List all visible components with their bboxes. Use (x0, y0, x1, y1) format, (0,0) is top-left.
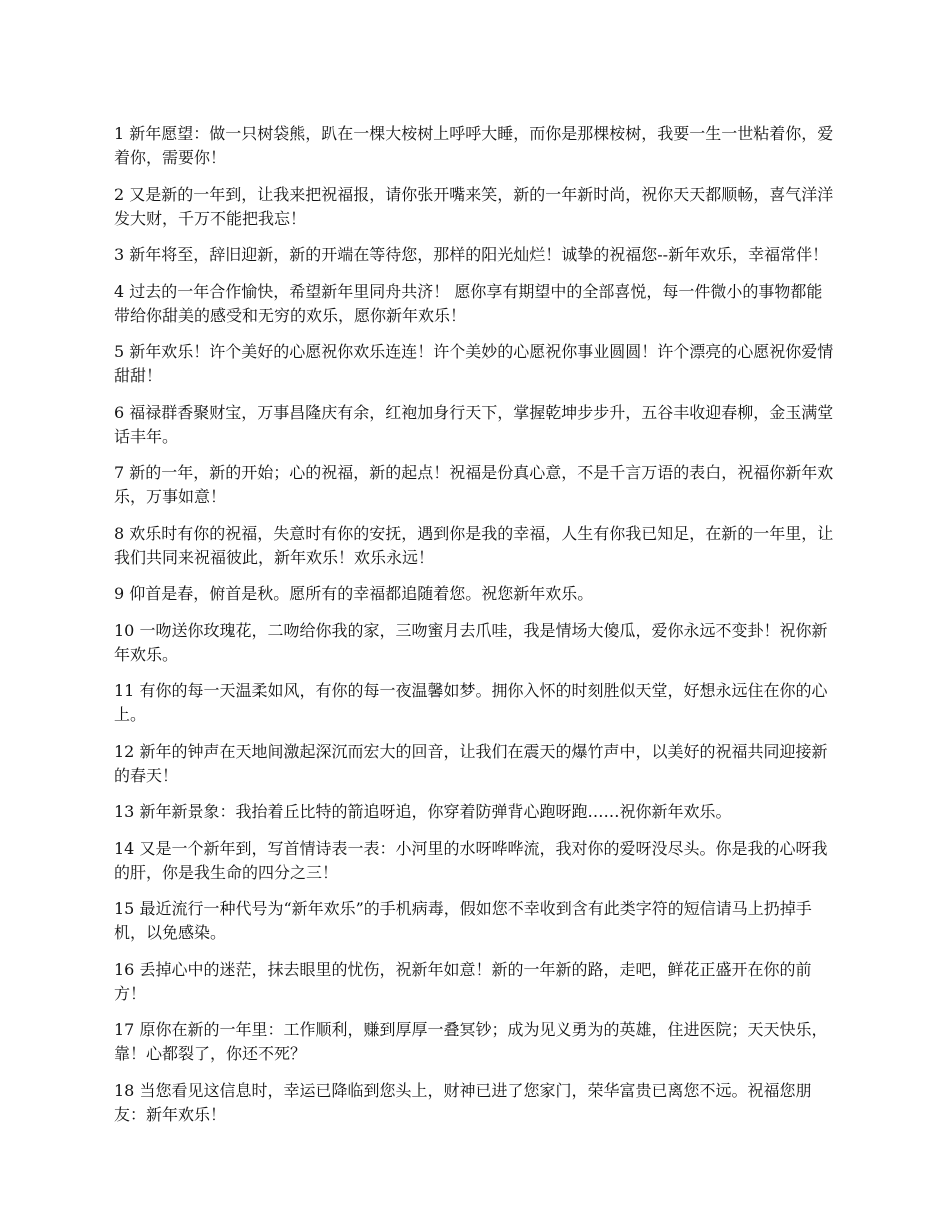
paragraph-14: 14 又是一个新年到，写首情诗表一表：小河里的水呀哗哗流，我对你的爱呀没尽头。你是我的心呀我的肝，你是我生命的四分之三！ (114, 838, 828, 882)
document-body (114, 122, 838, 1139)
paragraph-9: 9 仰首是春，俯首是秋。愿所有的幸福都追随着您。祝您新年欢乐。 (114, 584, 594, 603)
paragraph-3: 3 新年将至，辞旧迎新，新的开端在等待您，那样的阳光灿烂！诚挚的祝福您--新年欢乐，幸福常伴！ (114, 245, 829, 264)
paragraph-10: 10 一吻送你玫瑰花，二吻给你我的家，三吻蜜月去爪哇，我是情场大傻瓜，爱你永远不变卦！祝你新年欢乐。 (114, 620, 828, 664)
paragraph-4: 4 过去的一年合作愉快，希望新年里同舟共济！ 愿你享有期望中的全部喜悦，每一件微小的事物都能带给你甜美的感受和无穷的欢乐，愿你新年欢乐！ (114, 281, 823, 325)
paragraph-13: 13 新年新景象：我抬着丘比特的箭追呀追，你穿着防弹背心跑呀跑……祝你新年欢乐。 (114, 802, 732, 821)
paragraph-5: 5 新年欢乐！许个美好的心愿祝你欢乐连连！许个美妙的心愿祝你事业圆圆！许个漂亮的心愿祝你爱情甜甜！ (114, 342, 834, 385)
paragraph-15: 15 最近流行一种代号为“新年欢乐”的手机病毒，假如您不幸收到含有此类字符的短信请马上扔掉手机，以免感染。 (114, 899, 812, 942)
paragraph-11: 11 有你的每一天温柔如风，有你的每一夜温馨如梦。拥你入怀的时刻胜似天堂，好想永远住在你的心上。 (114, 681, 828, 724)
paragraph-17: 17 原你在新的一年里：工作顺利，赚到厚厚一叠冥钞；成为见义勇为的英雄，住进医院；天天快乐，靠！心都裂了，你还不死？ (114, 1020, 828, 1063)
paragraph-6: 6 福禄群香聚财宝，万事昌隆庆有余，红袍加身行天下，掌握乾坤步步升，五谷丰收迎春柳，金玉满堂话丰年。 (114, 402, 834, 446)
paragraph-18: 18 当您看见这信息时，幸运已降临到您头上，财神已进了您家门，荣华富贵已离您不远。祝福您朋友：新年欢乐！ (114, 1080, 812, 1124)
paragraph-2: 2 又是新的一年到，让我来把祝福报，请你张开嘴来笑，新的一年新时尚，祝你天天都顺畅，喜气洋洋发大财，千万不能把我忘！ (114, 184, 834, 228)
paragraph-7: 7 新的一年，新的开始；心的祝福，新的起点！祝福是份真心意，不是千言万语的表白，祝福你新年欢乐，万事如意！ (114, 463, 834, 506)
paragraph-12: 12 新年的钟声在天地间激起深沉而宏大的回音，让我们在震天的爆竹声中，以美好的祝福共同迎接新的春天！ (114, 741, 828, 785)
paragraph-1: 1 新年愿望：做一只树袋熊，趴在一棵大桉树上呼呼大睡，而你是那棵桉树，我要一生一世粘着你，爱着你，需要你！ (114, 124, 834, 167)
paragraph-16: 16 丢掉心中的迷茫，抹去眼里的忧伤，祝新年如意！新的一年新的路，走吧，鲜花正盛开在你的前方！ (114, 959, 812, 1003)
paragraph-8: 8 欢乐时有你的祝福，失意时有你的安抚，遇到你是我的幸福，人生有你我已知足，在新的一年里，让我们共同来祝福彼此，新年欢乐！欢乐永远！ (114, 523, 834, 567)
